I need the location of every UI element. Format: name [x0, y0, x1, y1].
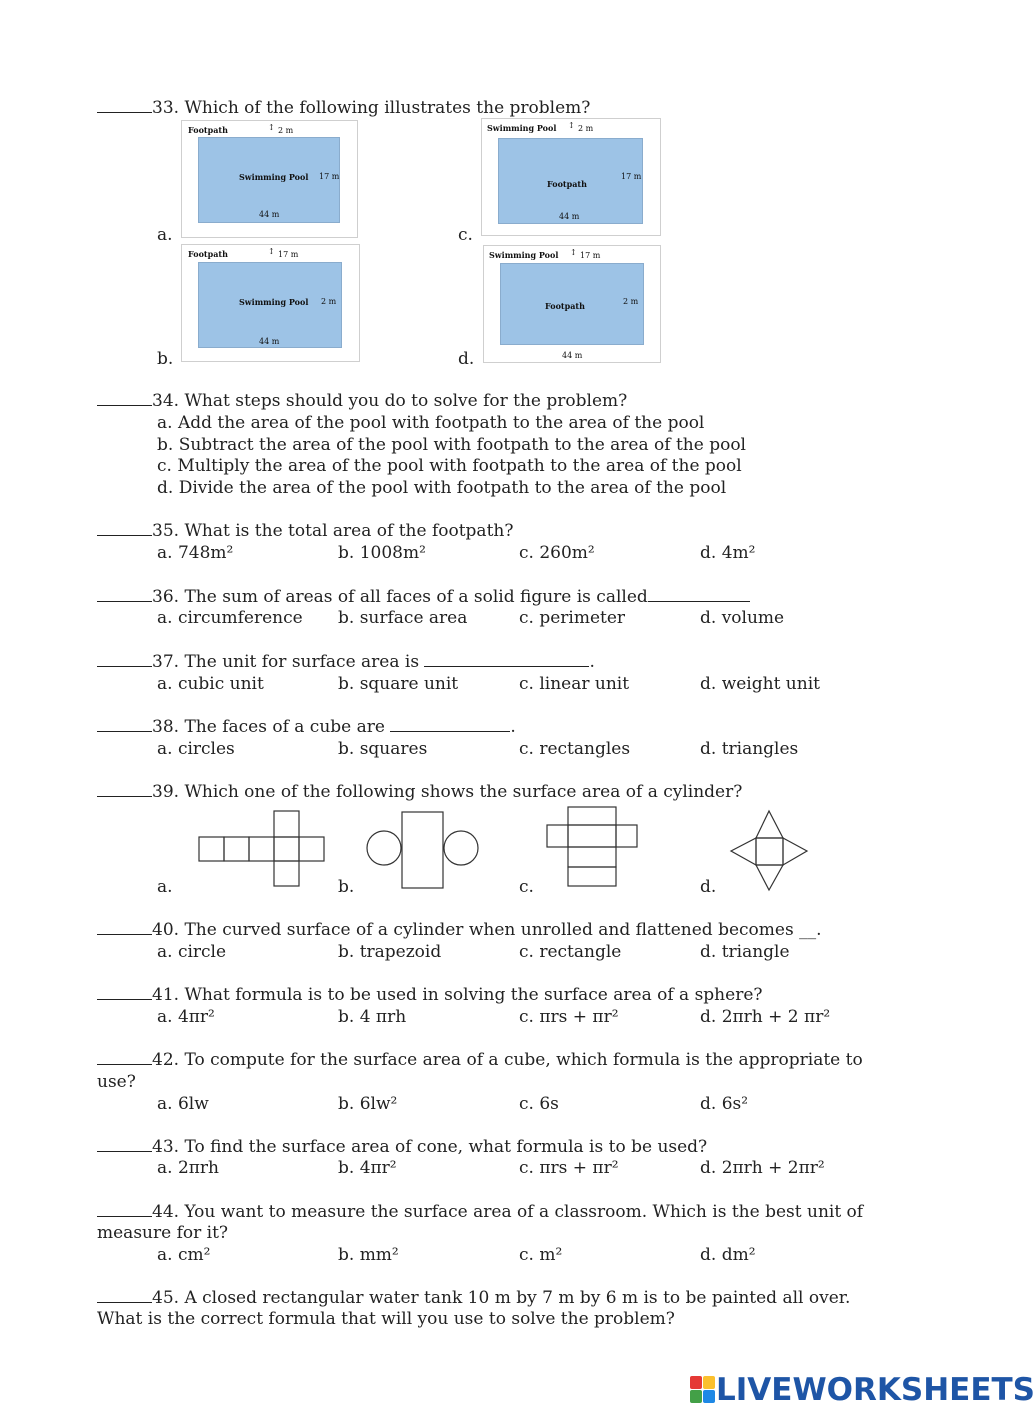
pool-rect — [498, 138, 643, 224]
option-b[interactable]: b. square unit — [338, 674, 459, 694]
question-42-cont: use? — [97, 1072, 136, 1092]
answer-blank[interactable] — [97, 98, 152, 113]
figure-option-b — [181, 244, 360, 362]
option-d[interactable]: d. triangle — [700, 942, 790, 962]
figure-side-dim: 17 m — [319, 172, 340, 181]
option-a[interactable]: a. 2πrh — [157, 1158, 220, 1178]
figure-inner-label: Footpath — [547, 179, 587, 189]
arrow-icon: ↕ — [268, 123, 275, 132]
option-b[interactable]: b. Subtract the area of the pool with footpath to the area of the pool — [157, 435, 746, 455]
option-b[interactable]: b. squares — [338, 739, 428, 759]
liveworksheets-logo — [690, 1372, 1035, 1408]
figure-option-d — [483, 245, 661, 363]
figure-inner-label: Swimming Pool — [239, 297, 309, 307]
option-b[interactable]: b. 6lw² — [338, 1094, 398, 1114]
answer-blank[interactable] — [97, 920, 152, 935]
question-33: 33. Which of the following illustrates the problem? — [97, 97, 590, 119]
figure-side-dim: 17 m — [621, 172, 642, 181]
answer-blank[interactable] — [97, 1202, 152, 1217]
option-d[interactable]: d. triangles — [700, 739, 799, 759]
answer-blank[interactable] — [97, 1137, 152, 1152]
option-b[interactable]: b. — [338, 877, 355, 897]
figure-bottom-dim: 44 m — [559, 212, 580, 221]
option-label: b. — [157, 349, 174, 369]
brand-text: LIVEWORKSHEETS — [716, 1372, 1035, 1408]
question-36: 36. The sum of areas of all faces of a solid figure is called — [97, 586, 750, 608]
figure-top-dim: 2 m — [578, 124, 594, 133]
option-a[interactable]: a. circle — [157, 942, 227, 962]
question-45-cont: What is the correct formula that will you use to solve the problem? — [97, 1309, 675, 1329]
option-c[interactable]: c. m² — [519, 1245, 563, 1265]
figure-top-dim: 17 m — [278, 250, 299, 259]
figure-option-a — [181, 120, 358, 238]
arrow-icon: ↕ — [570, 248, 577, 257]
cylinder-net-figure — [366, 811, 482, 891]
option-c[interactable]: c. Multiply the area of the pool with footpath to the area of the pool — [157, 456, 742, 476]
figure-bottom-dim: 44 m — [259, 210, 280, 219]
question-40: 40. The curved surface of a cylinder when unrolled and flattened becomes __. — [97, 919, 822, 941]
option-d[interactable]: d. 2πrh + 2 πr² — [700, 1007, 831, 1027]
option-b[interactable]: b. 4 πrh — [338, 1007, 407, 1027]
answer-blank[interactable] — [97, 1288, 152, 1303]
question-41: 41. What formula is to be used in solving the surface area of a sphere? — [97, 984, 763, 1006]
liveworksheets-logo-icon — [690, 1376, 716, 1404]
option-a[interactable]: a. 6lw — [157, 1094, 209, 1114]
option-c[interactable]: c. 6s — [519, 1094, 559, 1114]
question-44-cont: measure for it? — [97, 1223, 229, 1243]
option-c[interactable]: c. rectangles — [519, 739, 631, 759]
fill-blank[interactable] — [424, 652, 589, 667]
option-a[interactable]: a. cm² — [157, 1245, 211, 1265]
option-b[interactable]: b. surface area — [338, 608, 468, 628]
arrow-icon: ↕ — [568, 121, 575, 130]
option-d[interactable]: d. 2πrh + 2πr² — [700, 1158, 825, 1178]
option-d[interactable]: d. 6s² — [700, 1094, 749, 1114]
figure-outer-label: Footpath — [188, 249, 228, 259]
option-c[interactable]: c. — [519, 877, 534, 897]
option-label: c. — [458, 225, 473, 245]
pool-rect — [198, 262, 342, 348]
option-c[interactable]: c. perimeter — [519, 608, 626, 628]
pool-rect — [500, 263, 644, 345]
figure-option-c — [481, 118, 661, 236]
fill-blank[interactable] — [390, 717, 510, 732]
pool-rect — [198, 137, 340, 223]
option-a[interactable]: a. 748m² — [157, 543, 234, 563]
option-a[interactable]: a. circles — [157, 739, 235, 759]
answer-blank[interactable] — [97, 1050, 152, 1065]
figure-top-dim: 17 m — [580, 251, 601, 260]
question-39: 39. Which one of the following shows the surface area of a cylinder? — [97, 781, 742, 803]
option-c[interactable]: c. πrs + πr² — [519, 1158, 619, 1178]
figure-side-dim: 2 m — [321, 297, 337, 306]
arrow-icon: ↕ — [268, 247, 275, 256]
answer-blank[interactable] — [97, 717, 152, 732]
prism-net-figure — [546, 806, 640, 888]
answer-blank[interactable] — [97, 782, 152, 797]
option-a[interactable]: a. circumference — [157, 608, 303, 628]
option-c[interactable]: c. linear unit — [519, 674, 630, 694]
figure-bottom-dim: 44 m — [562, 351, 583, 360]
question-44: 44. You want to measure the surface area of a classroom. Which is the best unit of — [97, 1201, 863, 1223]
figure-outer-label: Swimming Pool — [489, 250, 559, 260]
question-35: 35. What is the total area of the footpath? — [97, 520, 513, 542]
option-d[interactable]: d. Divide the area of the pool with footpath to the area of the pool — [157, 478, 727, 498]
option-b[interactable]: b. 4πr² — [338, 1158, 397, 1178]
option-b[interactable]: b. 1008m² — [338, 543, 426, 563]
figure-outer-label: Swimming Pool — [487, 123, 557, 133]
cube-net-figure — [198, 810, 328, 888]
pyramid-net-figure — [729, 810, 809, 892]
option-a[interactable]: a. cubic unit — [157, 674, 264, 694]
answer-blank[interactable] — [97, 521, 152, 536]
option-c[interactable]: c. 260m² — [519, 543, 595, 563]
option-d[interactable]: d. volume — [700, 608, 785, 628]
question-45: 45. A closed rectangular water tank 10 m by 7 m by 6 m is to be painted all over. — [97, 1287, 850, 1309]
option-a[interactable]: a. — [157, 877, 173, 897]
option-label: a. — [157, 225, 173, 245]
option-b[interactable]: b. trapezoid — [338, 942, 442, 962]
question-37: 37. The unit for surface area is . — [97, 651, 595, 673]
figure-inner-label: Footpath — [545, 301, 585, 311]
figure-inner-label: Swimming Pool — [239, 172, 309, 182]
option-a[interactable]: a. 4πr² — [157, 1007, 215, 1027]
option-c[interactable]: c. πrs + πr² — [519, 1007, 619, 1027]
figure-outer-label: Footpath — [188, 125, 228, 135]
option-c[interactable]: c. rectangle — [519, 942, 622, 962]
question-43: 43. To find the surface area of cone, what formula is to be used? — [97, 1136, 707, 1158]
answer-blank[interactable] — [97, 587, 152, 602]
question-34: 34. What steps should you do to solve for the problem? — [97, 390, 627, 412]
answer-blank[interactable] — [97, 985, 152, 1000]
option-d[interactable]: d. dm² — [700, 1245, 756, 1265]
option-label: d. — [458, 349, 475, 369]
figure-bottom-dim: 44 m — [259, 337, 280, 346]
option-b[interactable]: b. mm² — [338, 1245, 399, 1265]
option-a[interactable]: a. Add the area of the pool with footpath to the area of the pool — [157, 413, 705, 433]
option-d[interactable]: d. — [700, 877, 717, 897]
fill-blank[interactable] — [648, 587, 750, 602]
question-38: 38. The faces of a cube are . — [97, 716, 516, 738]
figure-top-dim: 2 m — [278, 126, 294, 135]
question-42: 42. To compute for the surface area of a cube, which formula is the appropriate to — [97, 1049, 863, 1071]
option-d[interactable]: d. weight unit — [700, 674, 820, 694]
answer-blank[interactable] — [97, 652, 152, 667]
answer-blank[interactable] — [97, 391, 152, 406]
option-d[interactable]: d. 4m² — [700, 543, 756, 563]
figure-side-dim: 2 m — [623, 297, 639, 306]
